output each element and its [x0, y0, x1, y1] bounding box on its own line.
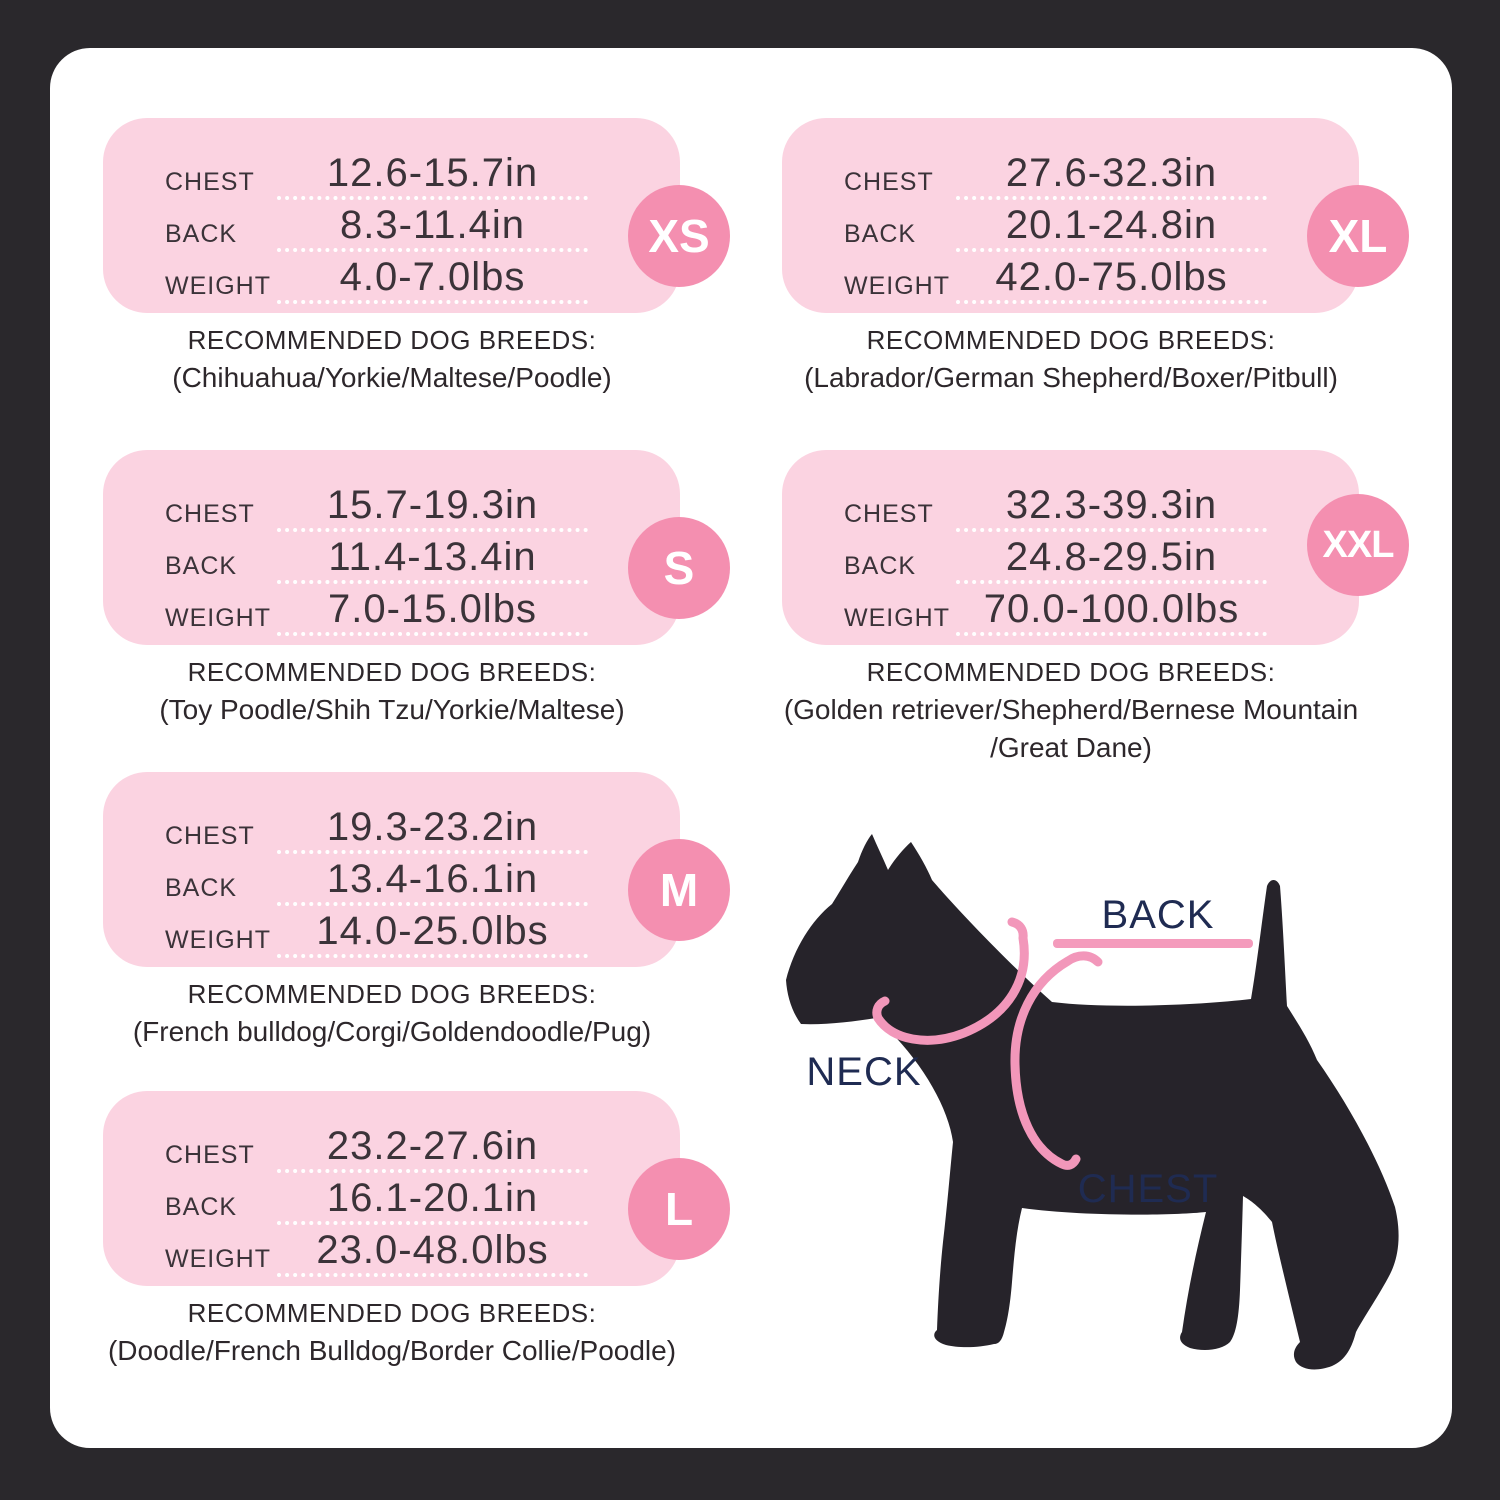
- breeds-title: RECOMMENDED DOG BREEDS:: [187, 657, 597, 687]
- breeds-list: (Labrador/German Shepherd/Boxer/Pitbull): [804, 362, 1338, 393]
- breeds-list: (Doodle/French Bulldog/Border Collie/Poodle): [107, 1335, 677, 1366]
- size-card-xs: [103, 118, 710, 313]
- breeds-title: RECOMMENDED DOG BREEDS:: [866, 325, 1276, 355]
- back-row: [844, 532, 1267, 584]
- chest-label: CHEST: [165, 1141, 255, 1169]
- measurement-rows: [165, 480, 588, 636]
- weight-label: WEIGHT: [165, 604, 271, 632]
- back-value: 11.4-13.4in: [277, 535, 588, 584]
- chest-row: [165, 1121, 588, 1173]
- breeds-block-xs: [70, 325, 714, 394]
- breeds-list: (Golden retriever/Shepherd/Bernese Mountain: [783, 694, 1359, 725]
- back-label: BACK: [165, 1193, 238, 1221]
- chest-value: 19.3-23.2in: [277, 805, 588, 854]
- size-badge-m: M: [628, 839, 730, 941]
- measurement-rows: [165, 802, 588, 958]
- breeds-block-m: [70, 979, 714, 1048]
- breeds-title: RECOMMENDED DOG BREEDS:: [187, 1298, 597, 1328]
- weight-value: 70.0-100.0lbs: [956, 587, 1267, 636]
- size-card-l: [103, 1091, 694, 1286]
- neck-diagram-label: NECK: [806, 1050, 922, 1094]
- breeds-title: RECOMMENDED DOG BREEDS:: [187, 979, 597, 1009]
- size-card-s: [103, 450, 695, 645]
- back-value: 24.8-29.5in: [956, 535, 1267, 584]
- weight-row: [165, 584, 588, 636]
- size-card-xxl: [782, 450, 1394, 645]
- chest-row: [844, 480, 1267, 532]
- back-row: [165, 854, 588, 906]
- breeds-list: (Chihuahua/Yorkie/Maltese/Poodle): [172, 362, 612, 393]
- back-row: [165, 200, 588, 252]
- back-row: [844, 200, 1267, 252]
- breeds-block-l: [70, 1298, 714, 1367]
- weight-value: 4.0-7.0lbs: [277, 255, 588, 304]
- back-label: BACK: [165, 220, 238, 248]
- weight-label: WEIGHT: [165, 926, 271, 954]
- weight-value: 42.0-75.0lbs: [956, 255, 1267, 304]
- weight-value: 14.0-25.0lbs: [277, 909, 588, 958]
- back-label: BACK: [844, 220, 917, 248]
- breeds-title: RECOMMENDED DOG BREEDS:: [866, 657, 1276, 687]
- measurement-rows: [165, 1121, 588, 1277]
- size-badge-s: S: [628, 517, 730, 619]
- measurement-rows: [844, 480, 1267, 636]
- chest-value: 27.6-32.3in: [956, 151, 1267, 200]
- back-row: [165, 532, 588, 584]
- measurement-rows: [165, 148, 588, 304]
- weight-label: WEIGHT: [844, 272, 950, 300]
- size-badge-xxl: XXL: [1307, 494, 1409, 596]
- chest-diagram-label: CHEST: [1077, 1167, 1219, 1211]
- back-value: 8.3-11.4in: [277, 203, 588, 252]
- chest-label: CHEST: [844, 168, 934, 196]
- size-badge-l: L: [628, 1158, 730, 1260]
- chest-value: 15.7-19.3in: [277, 483, 588, 532]
- back-value: 13.4-16.1in: [277, 857, 588, 906]
- chest-row: [165, 480, 588, 532]
- chest-value: 32.3-39.3in: [956, 483, 1267, 532]
- chest-value: 12.6-15.7in: [277, 151, 588, 200]
- breeds-list: (Toy Poodle/Shih Tzu/Yorkie/Maltese): [159, 694, 625, 725]
- chest-label: CHEST: [844, 500, 934, 528]
- back-row: [165, 1173, 588, 1225]
- chest-row: [165, 802, 588, 854]
- chest-row: [844, 148, 1267, 200]
- breeds-title: RECOMMENDED DOG BREEDS:: [187, 325, 597, 355]
- breeds-block-xl: [749, 325, 1393, 394]
- chest-row: [165, 148, 588, 200]
- size-badge-xs: XS: [628, 185, 730, 287]
- back-diagram-label: BACK: [1101, 893, 1215, 937]
- weight-row: [844, 584, 1267, 636]
- breeds-block-s: [70, 657, 714, 726]
- back-value: 16.1-20.1in: [277, 1176, 588, 1225]
- breeds-block-xxl: [749, 657, 1393, 764]
- weight-label: WEIGHT: [165, 272, 271, 300]
- weight-row: [165, 252, 588, 304]
- chest-label: CHEST: [165, 822, 255, 850]
- size-card-m: [103, 772, 699, 967]
- back-label: BACK: [165, 874, 238, 902]
- weight-value: 23.0-48.0lbs: [277, 1228, 588, 1277]
- size-badge-xl: XL: [1307, 185, 1409, 287]
- back-measure-line: [1053, 939, 1253, 948]
- weight-label: WEIGHT: [844, 604, 950, 632]
- weight-value: 7.0-15.0lbs: [277, 587, 588, 636]
- breeds-list: (French bulldog/Corgi/Goldendoodle/Pug): [132, 1016, 652, 1047]
- measurement-rows: [844, 148, 1267, 304]
- back-label: BACK: [844, 552, 917, 580]
- weight-label: WEIGHT: [165, 1245, 271, 1273]
- weight-row: [165, 906, 588, 958]
- chest-value: 23.2-27.6in: [277, 1124, 588, 1173]
- chest-label: CHEST: [165, 500, 255, 528]
- breeds-list-line2: /Great Dane): [990, 732, 1152, 764]
- size-card-xl: [782, 118, 1388, 313]
- weight-row: [165, 1225, 588, 1277]
- back-value: 20.1-24.8in: [956, 203, 1267, 252]
- back-label: BACK: [165, 552, 238, 580]
- weight-row: [844, 252, 1267, 304]
- chest-label: CHEST: [165, 168, 255, 196]
